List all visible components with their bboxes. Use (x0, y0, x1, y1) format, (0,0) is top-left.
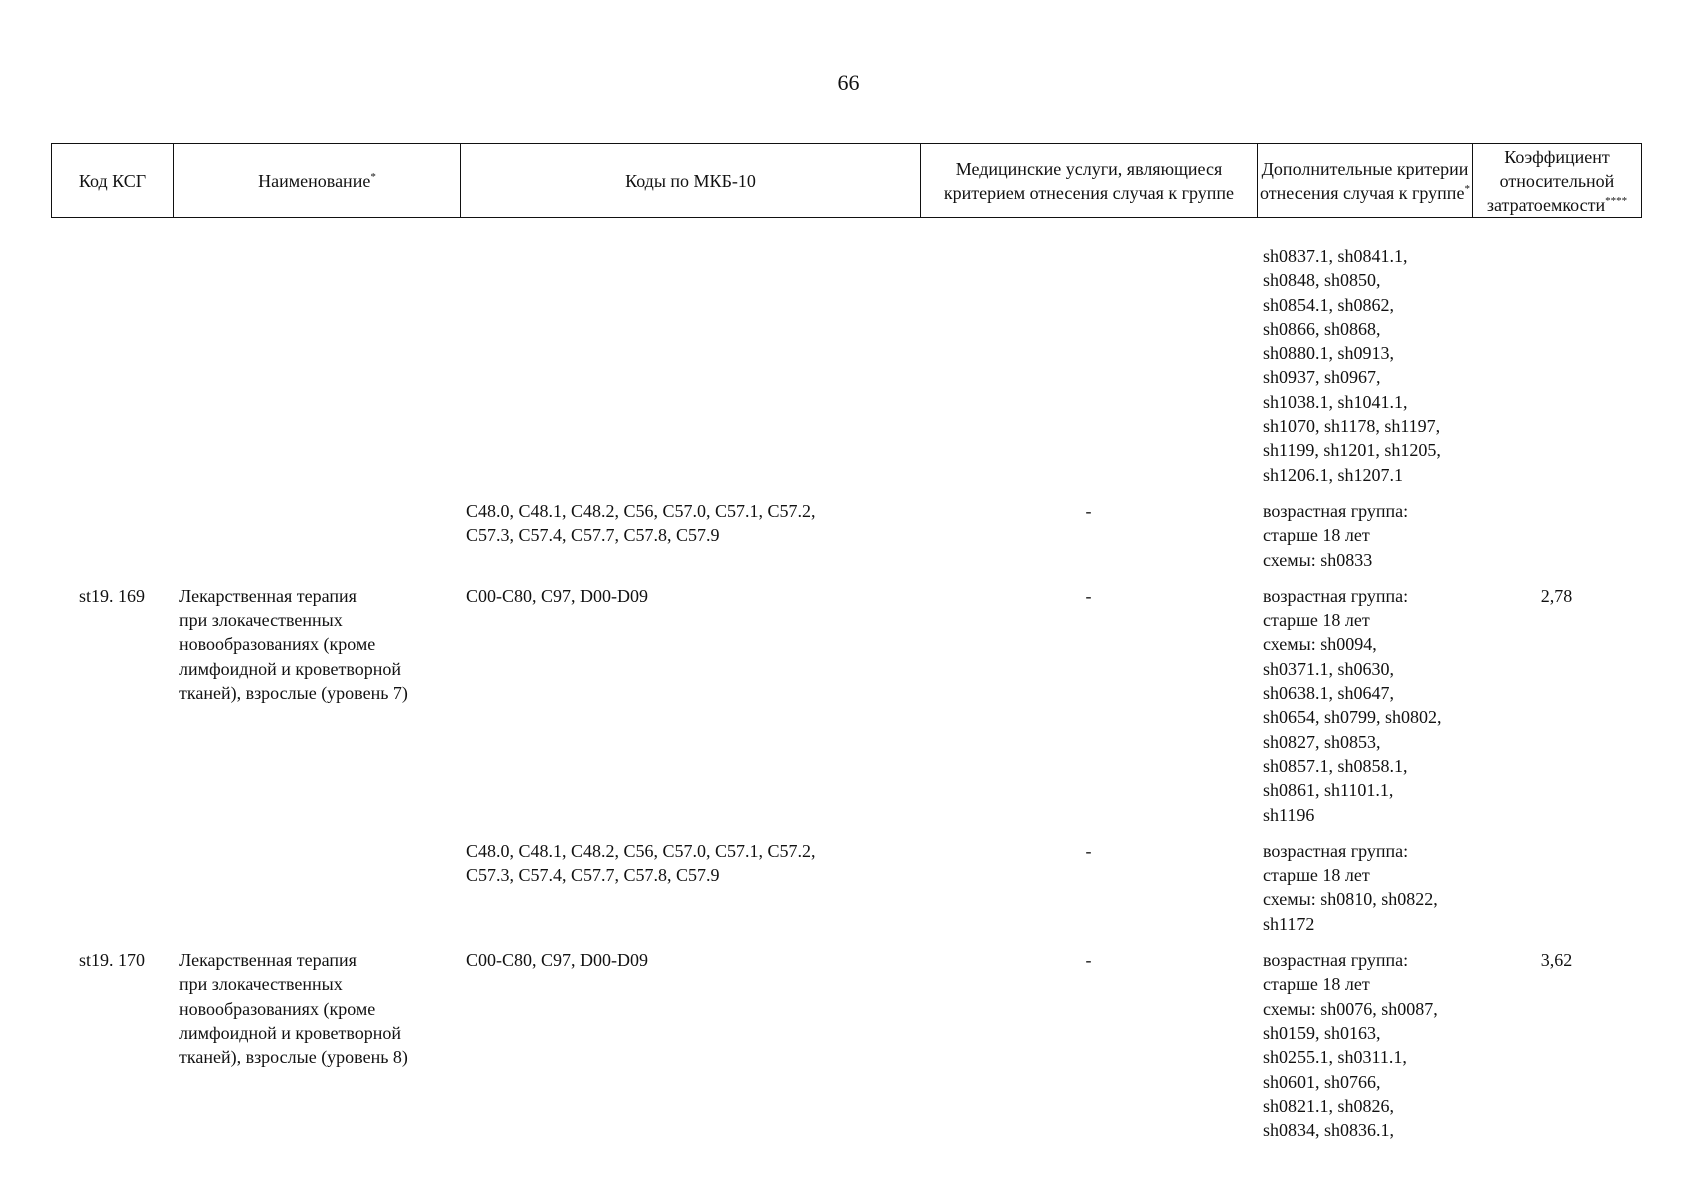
cell-name (173, 244, 460, 499)
header-name (174, 144, 461, 218)
cell-icd (460, 244, 920, 499)
cell-criteria: sh0837.1, sh0841.1, sh0848, sh0850, sh0854.1, sh0862, sh0866, sh0868, sh0880.1, sh0913, sh0937, sh0967, sh1038.1, sh1041.1, sh1070, sh1178, sh1197, sh1199, sh1201, sh1205, sh1206.1, sh1207.1 (1263, 246, 1441, 485)
table-row (51, 839, 1641, 948)
cell-code (51, 499, 173, 584)
cell-name (173, 839, 460, 948)
cell-name: Лекарственная терапия при злокачественных новообразованиях (кроме лимфоидной и кроветворной тканей), взрослые (уровень 7) (179, 585, 408, 704)
cell-code: st19. 169 (78, 585, 145, 606)
cell-name: Лекарственная терапия при злокачественных новообразованиях (кроме лимфоидной и кроветворной тканей), взрослые (уровень 8) (179, 950, 408, 1068)
cell-code (51, 244, 173, 499)
page-number: 66 (837, 70, 860, 95)
cell-name (173, 499, 460, 584)
header-code-label: Код КСГ (78, 170, 147, 191)
cell-icd: C48.0, C48.1, C48.2, C56, C57.0, C57.1, C57.2, C57.3, C57.4, C57.7, C57.8, C57.9 (466, 500, 816, 546)
header-coef-label: Коэффициент относительной затратоемкости (1486, 146, 1615, 215)
cell-code: st19. 170 (78, 950, 145, 971)
header-code (52, 144, 174, 218)
table-row (51, 499, 1641, 584)
cell-icd: C00-C80, C97, D00-D09 (466, 950, 649, 971)
cell-services: - (1085, 840, 1092, 861)
cell-coef: 3,62 (1540, 950, 1573, 971)
cell-criteria: возрастная группа: старше 18 лет схемы: sh0810, sh0822, sh1172 (1263, 840, 1438, 934)
header-services (921, 144, 1258, 218)
cell-icd: C48.0, C48.1, C48.2, C56, C57.0, C57.1, C57.2, C57.3, C57.4, C57.7, C57.8, C57.9 (466, 840, 816, 886)
header-coef-footnote: **** (1605, 194, 1628, 207)
header-coef (1473, 144, 1642, 218)
header-name-footnote: * (370, 170, 376, 183)
table-header (51, 143, 1642, 218)
header-criteria (1258, 144, 1473, 218)
cell-coef (1472, 499, 1641, 584)
table-body (51, 244, 1641, 1154)
cell-services: - (1085, 500, 1092, 521)
table-row (51, 244, 1641, 499)
cell-code (51, 839, 173, 948)
cell-criteria: возрастная группа: старше 18 лет схемы: sh0833 (1263, 500, 1409, 570)
header-icd-label: Коды по МКБ-10 (625, 170, 756, 191)
table-row (51, 948, 1641, 1154)
cell-services (920, 244, 1257, 499)
header-name-label: Наименование (258, 170, 371, 191)
header-icd (461, 144, 921, 218)
table-row (51, 584, 1641, 839)
cell-criteria: возрастная группа: старше 18 лет схемы: sh0076, sh0087, sh0159, sh0163, sh0255.1, sh0311.1, sh0601, sh0766, sh0821.1, sh0826, sh0834, sh0836.1, (1263, 950, 1438, 1141)
cell-coef (1472, 839, 1641, 948)
header-services-label: Медицинские услуги, являющиеся критерием отнесения случая к группе (943, 158, 1235, 203)
cell-coef: 2,78 (1540, 585, 1573, 606)
header-criteria-label: Дополнительные критерии отнесения случая к группе (1260, 158, 1469, 203)
cell-coef (1472, 244, 1641, 499)
header-criteria-footnote: * (1464, 182, 1470, 195)
cell-services: - (1085, 585, 1092, 606)
cell-criteria: возрастная группа: старше 18 лет схемы: sh0094, sh0371.1, sh0630, sh0638.1, sh0647, sh0654, sh0799, sh0802, sh0827, sh0853, sh0857.1, sh0858.1, sh0861, sh1101.1, sh1196 (1263, 585, 1442, 825)
cell-services: - (1085, 950, 1092, 971)
cell-icd: C00-C80, C97, D00-D09 (466, 585, 649, 606)
